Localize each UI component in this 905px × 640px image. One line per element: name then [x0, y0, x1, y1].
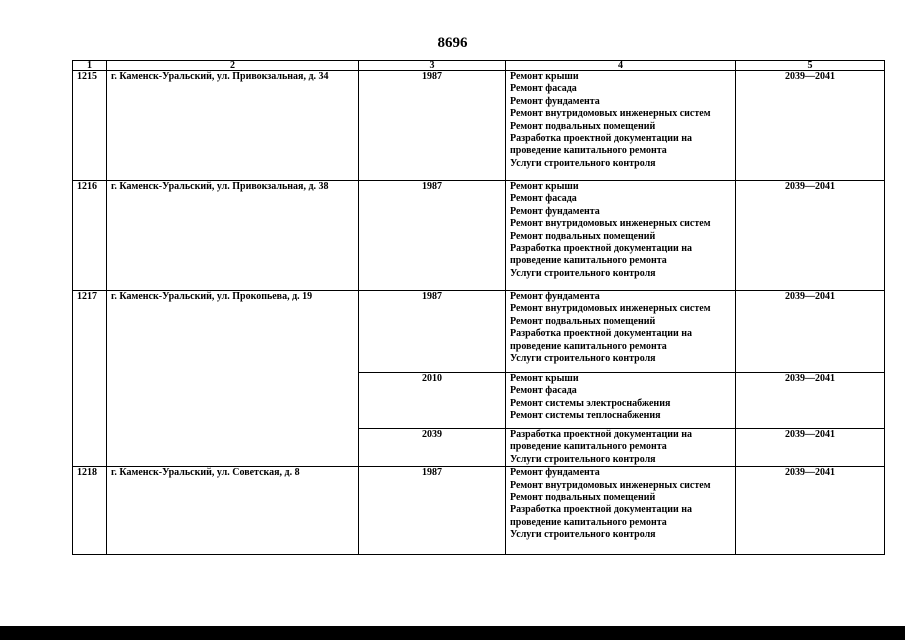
works-list	[506, 71, 736, 181]
work-item: Ремонт системы электроснабжения	[510, 397, 671, 409]
table-row	[73, 71, 885, 181]
work-item: Ремонт системы теплоснабжения	[510, 410, 661, 422]
work-item: Услуги строительного контроля	[510, 353, 656, 365]
header-row	[73, 61, 885, 71]
row-number: 1215	[73, 71, 107, 181]
work-item: Разработка проектной документации на проведение капитального ремонта	[510, 328, 693, 352]
work-item: Ремонт фундамента	[510, 205, 600, 217]
build-year-cell: 1987	[359, 291, 506, 373]
row-number: 1217	[73, 291, 107, 467]
build-year-cell: 1987	[359, 467, 506, 555]
address-cell: г. Каменск-Уральский, ул. Привокзальная, д. 38	[107, 181, 359, 291]
work-item: Ремонт крыши	[510, 181, 579, 192]
scan-border	[0, 626, 905, 640]
work-item: Ремонт фасада	[510, 193, 577, 205]
table-body	[73, 71, 885, 555]
work-item: Ремонт фундамента	[510, 95, 600, 107]
address-cell: г. Каменск-Уральский, ул. Советская, д. 8	[107, 467, 359, 555]
period-cell: 2039—2041	[736, 291, 885, 373]
period-cell: 2039—2041	[736, 467, 885, 555]
work-item: Ремонт подвальных помещений	[510, 492, 656, 504]
column-header-5: 5	[736, 61, 885, 71]
row-number: 1216	[73, 181, 107, 291]
work-item: Ремонт фасада	[510, 83, 577, 95]
address-cell: г. Каменск-Уральский, ул. Привокзальная, д. 34	[107, 71, 359, 181]
build-year-cell: 1987	[359, 181, 506, 291]
work-item: Ремонт внутридомовых инженерных систем	[510, 303, 711, 315]
work-item: Услуги строительного контроля	[510, 157, 656, 169]
column-header-2: 2	[107, 61, 359, 71]
page-number: 8696	[437, 35, 468, 51]
work-item: Услуги строительного контроля	[510, 529, 656, 541]
works-list	[506, 181, 736, 291]
work-item: Ремонт подвальных помещений	[510, 230, 656, 242]
work-item: Разработка проектной документации на проведение капитального ремонта	[510, 429, 693, 453]
work-item: Ремонт крыши	[510, 71, 579, 82]
work-item: Разработка проектной документации на проведение капитального ремонта	[510, 504, 693, 528]
build-year-cell: 2010	[359, 373, 506, 429]
work-item: Разработка проектной документации на проведение капитального ремонта	[510, 243, 693, 267]
work-item: Ремонт фундамента	[510, 291, 600, 302]
period-cell: 2039—2041	[736, 373, 885, 429]
works-list	[506, 467, 736, 555]
work-item: Ремонт фундамента	[510, 467, 600, 479]
works-list	[506, 373, 736, 429]
row-number: 1218	[73, 467, 107, 555]
build-year-cell: 1987	[359, 71, 506, 181]
repair-schedule-table	[72, 60, 885, 555]
work-item: Ремонт внутридомовых инженерных систем	[510, 479, 711, 491]
work-item: Ремонт внутридомовых инженерных систем	[510, 218, 711, 230]
table-row	[73, 467, 885, 555]
period-cell: 2039—2041	[736, 71, 885, 181]
period-cell: 2039—2041	[736, 429, 885, 467]
work-item: Услуги строительного контроля	[510, 267, 656, 279]
table-header	[73, 61, 885, 71]
period-cell: 2039—2041	[736, 181, 885, 291]
work-item: Ремонт подвальных помещений	[510, 315, 656, 327]
work-item: Ремонт крыши	[510, 373, 579, 384]
build-year-cell: 2039	[359, 429, 506, 467]
work-item: Услуги строительного контроля	[510, 453, 656, 465]
table-row	[73, 181, 885, 291]
works-list	[506, 291, 736, 373]
works-list	[506, 429, 736, 467]
work-item: Ремонт фасада	[510, 385, 577, 397]
table-row	[73, 291, 885, 373]
address-cell: г. Каменск-Уральский, ул. Прокопьева, д. 19	[107, 291, 359, 467]
column-header-3: 3	[359, 61, 506, 71]
column-header-1: 1	[73, 61, 107, 71]
work-item: Разработка проектной документации на проведение капитального ремонта	[510, 133, 693, 157]
column-header-4: 4	[506, 61, 736, 71]
work-item: Ремонт подвальных помещений	[510, 120, 656, 132]
work-item: Ремонт внутридомовых инженерных систем	[510, 108, 711, 120]
